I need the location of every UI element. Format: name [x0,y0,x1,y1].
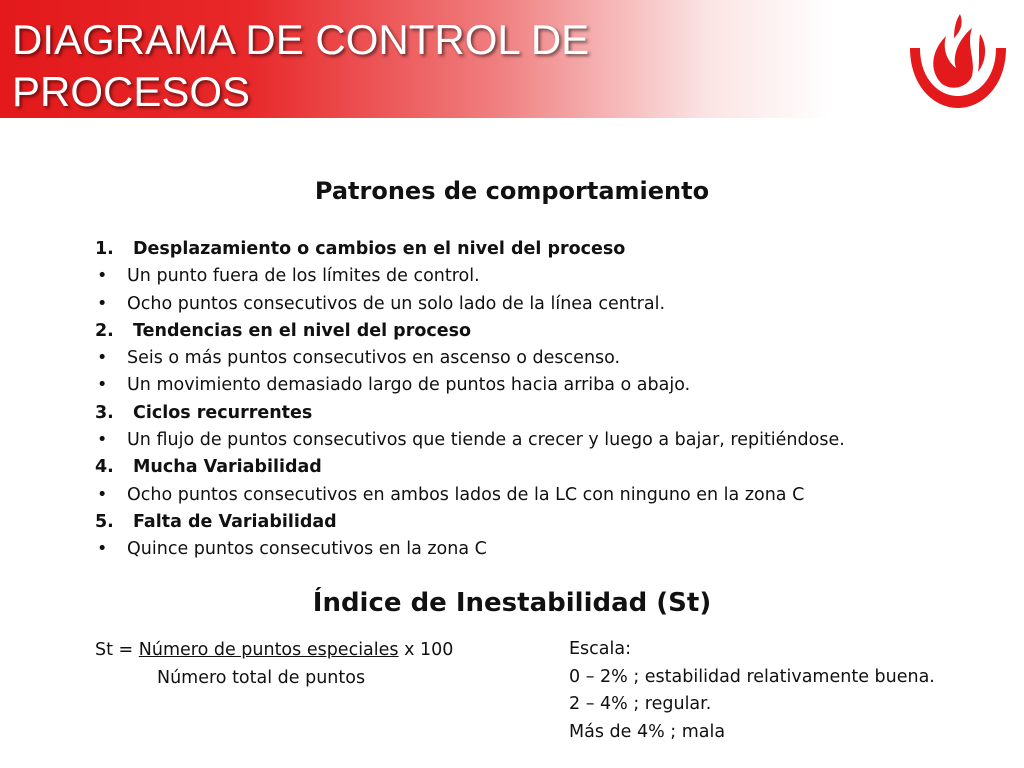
list-item-text: Mucha Variabilidad [133,457,322,478]
list-item-numbered [95,236,975,263]
bullet-icon: • [97,484,108,505]
list-item-text: Ocho puntos consecutivos en ambos lados de la LC con ninguno en la zona C [127,484,805,505]
list-item-text: Un punto fuera de los límites de control. [127,266,480,287]
list-item-numbered [95,509,975,536]
bullet-icon: • [97,430,108,451]
patterns-list [95,236,975,564]
list-item-text: Desplazamiento o cambios en el nivel del proceso [133,239,626,259]
stability-scale [569,636,989,746]
list-item-text: Tendencias en el nivel del proceso [133,320,472,341]
formula-prefix: St = [95,640,139,660]
bullet-icon: • [97,266,108,287]
list-item-bullet [95,427,975,454]
formula-multiplier: x 100 [398,640,454,660]
list-item-numbered [95,454,975,481]
list-item-bullet [95,536,975,563]
list-number: 2. [95,320,114,341]
instability-formula [95,636,535,692]
slide-title [12,14,772,118]
list-item-numbered [95,318,975,345]
list-item-text: Ocho puntos consecutivos de un solo lado de la línea central. [127,293,666,314]
list-item-bullet [95,345,975,372]
list-item-text: Un flujo de puntos consecutivos que tiende a crecer y luego a bajar, repitiéndose. [127,430,845,451]
bullet-icon: • [97,375,108,396]
list-item-text: Quince puntos consecutivos en la zona C [127,539,487,560]
slide-title-line-2: PROCESOS [12,68,251,115]
formula-numerator: Número de puntos especiales [138,640,399,660]
scale-item: 0 – 2% ; estabilidad relativamente buena. [569,666,935,687]
scale-item: 2 – 4% ; regular. [569,694,712,714]
list-item-text: Seis o más puntos consecutivos en ascenso o descenso. [127,348,621,369]
list-number: 3. [95,402,114,423]
list-number: 1. [95,239,114,259]
list-item-bullet [95,291,975,318]
formula-numerator-line [95,636,535,664]
list-item-bullet [95,372,975,399]
bullet-icon: • [97,348,108,369]
bullet-icon: • [97,539,108,560]
patterns-heading: Patrones de comportamiento [314,177,710,205]
scale-item: Más de 4% ; mala [569,721,726,742]
list-number: 4. [95,457,114,478]
formula-denominator: Número total de puntos [157,668,366,688]
list-item-text: Falta de Variabilidad [133,511,337,532]
index-heading: Índice de Inestabilidad (St) [312,588,712,618]
list-item-numbered [95,400,975,427]
slide-title-line-1: DIAGRAMA DE CONTROL DE [12,16,590,63]
list-item-bullet [95,263,975,290]
upc-flame-logo-icon [902,6,1014,112]
list-item-bullet [95,482,975,509]
bullet-icon: • [97,293,108,314]
scale-label: Escala: [569,639,632,659]
list-item-text: Un movimiento demasiado largo de puntos hacia arriba o abajo. [127,375,691,396]
list-number: 5. [95,511,114,532]
list-item-text: Ciclos recurrentes [133,402,313,423]
